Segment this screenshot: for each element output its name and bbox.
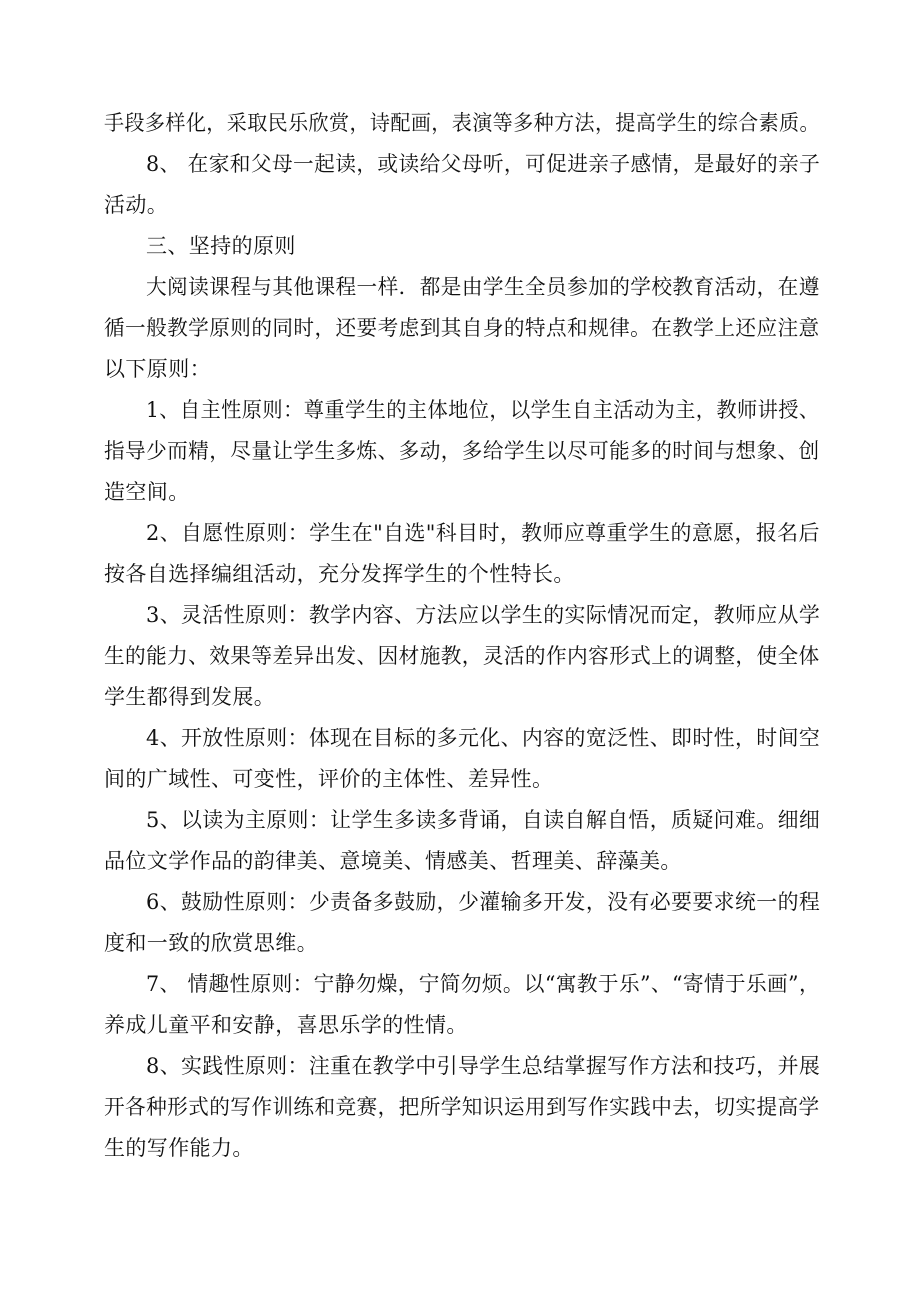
text-line: 3、灵活性原则：教学内容、方法应以学生的实际情况而定，教师应从学 bbox=[146, 603, 821, 627]
text-line: 生的写作能力。 bbox=[104, 1136, 254, 1160]
section-heading: 三、坚持的原则 bbox=[146, 234, 296, 258]
text-line: 手段多样化，采取民乐欣赏，诗配画，表演等多种方法，提高学生的综合素质。 bbox=[104, 111, 820, 135]
text-line: 品位文学作品的韵律美、意境美、情感美、哲理美、辞藻美。 bbox=[104, 849, 682, 873]
text-line: 大阅读课程与其他课程一样．都是由学生全员参加的学校教育活动，在遵 bbox=[146, 275, 820, 299]
text-line: 开各种形式的写作训练和竞赛，把所学知识运用到写作实践中去，切实提高学 bbox=[104, 1095, 820, 1119]
text-line: 间的广域性、可变性，评价的主体性、差异性。 bbox=[104, 767, 554, 791]
text-line: 指导少而精，尽量让学生多炼、多动，多给学生以尽可能多的时间与想象、创 bbox=[104, 439, 820, 463]
text-line: 4、开放性原则：体现在目标的多元化、内容的宽泛性、即时性，时间空 bbox=[146, 726, 821, 750]
text-line: 1、自主性原则：尊重学生的主体地位，以学生自主活动为主，教师讲授、 bbox=[146, 398, 820, 422]
text-line: 2、自愿性原则：学生在"自选"科目时，教师应尊重学生的意愿，报名后 bbox=[146, 521, 820, 545]
text-line: 生的能力、效果等差异出发、因材施教，灵活的作内容形式上的调整，使全体 bbox=[104, 644, 820, 668]
text-line: 8、实践性原则：注重在教学中引导学生总结掌握写作方法和技巧，并展 bbox=[146, 1054, 821, 1078]
text-line: 以下原则： bbox=[104, 357, 211, 381]
text-line: 7、 情趣性原则：宁静勿燥，宁简勿烦。以“寓教于乐”、“寄情于乐画”， bbox=[146, 972, 820, 996]
text-line: 活动。 bbox=[104, 193, 169, 217]
text-line: 造空间。 bbox=[104, 480, 190, 504]
text-line: 8、 在家和父母一起读，或读给父母听，可促进亲子感情，是最好的亲子 bbox=[146, 152, 821, 176]
text-line: 循一般教学原则的同时，还要考虑到其自身的特点和规律。在教学上还应注意 bbox=[104, 316, 820, 340]
text-line: 6、鼓励性原则：少责备多鼓励，少灌输多开发，没有必要要求统一的程 bbox=[146, 890, 821, 914]
text-line: 按各自选择编组活动，充分发挥学生的个性特长。 bbox=[104, 562, 575, 586]
text-line: 5、以读为主原则：让学生多读多背诵，自读自解自悟，质疑问难。细细 bbox=[146, 808, 821, 832]
text-line: 养成儿童平和安静，喜思乐学的性情。 bbox=[104, 1013, 468, 1037]
text-line: 学生都得到发展。 bbox=[104, 685, 276, 709]
text-line: 度和一致的欣赏思维。 bbox=[104, 931, 318, 955]
